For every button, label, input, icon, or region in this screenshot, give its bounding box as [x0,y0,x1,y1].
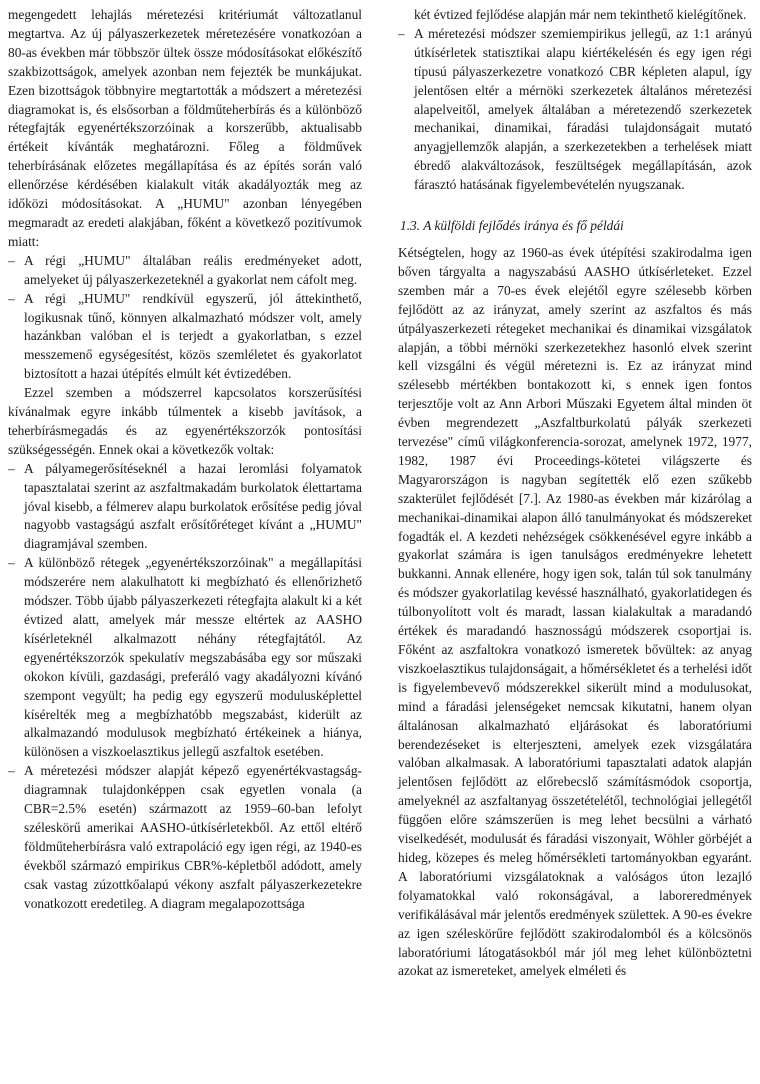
dash-marker: – [8,555,15,571]
list-item [8,252,362,290]
dash-marker: – [8,460,15,476]
list-item-text: A pályamegerősítéseknél a hazai leromlási folyamatok tapasztalatai szerint az aszfaltmakadám burkolatok élettartama jóval kisebb, a félmerev alapu burkolatok erősítése pedig jóval nagyobb vastagságú aszfalt erősítőréteget kívánt a „HUMU" diagramjával szemben. [24,460,362,552]
continued-list-text: két évtized fejlődése alapján már nem tekinthető kielégítőnek. [414,7,747,22]
paragraph: megengedett lehajlás méretezési kritériumát változatlanul megtartva. Az új pályaszerkezetek méretezésére vonatkozóan a 80-as években már többször ültek össze módosításokat előkészítő szakbizottságok, amelyek azonban nem fejezték be munkájukat. Ezen bizottságok többnyire megtartották a módszert a méretezési diagramokat is, és elsősorban a földműteherbírás és a különböző rétegfajták egyenértékszorzóinak a korszerűbb, aktualisabb értékeit kívánták meghatározni. Főleg a földművek teherbírásának előzetes megállapítása és az építés során való ellenőrzése kérdésében kialakult viták akadályozták meg az időközi módosításokat. A „HUMU" azonban lényegében megmaradt az eredeti alakjában, főként a következő pozitívumok miatt: [8,7,362,249]
list-item [398,25,752,195]
dash-marker: – [8,252,15,268]
left-column [8,6,362,914]
right-column [398,6,752,981]
dash-marker: – [8,290,15,306]
list-item [8,460,362,555]
dash-marker: – [398,25,405,41]
list-item [8,762,362,913]
list-item-text: A méretezési módszer szemiempirikus jellegű, az 1:1 arányú útkísérletek statisztikai alapu kiértékelésén és egy igen régi típusú pályaszerkezetre vonatkozó CBR képleten alapul, így jelentősen eltér a mérnöki szerkezetek általános méretezési alapelveitől, amelyek általában a méretezendő szerkezetek mechanikai, dinamikai, fáradási tulajdonságait mutató anyagjellemzők alapján, a szerkezetekben a terhelések miatt ébredő alakváltozások, feszültségek megállapításán, azok fárasztó hatásának figyelembevételén nyugszanak. [414,25,752,193]
section-heading: 1.3. A külföldi fejlődés iránya és fő példái [400,218,624,234]
list-item-text: A különböző rétegek „egyenértékszorzóinak" a megállapítási módszerére nem alakulhatott ki megbízható és ellenőrizhető módszer. Több újabb pályaszerkezeti rétegfajta alakult ki a két évtized alatt, amelyek már messze eltértek az AASHO kísérleteknél alkalmazott néhány rétegfajtától. Az egyenértékszorzók spekulatív megszabásába egy sor műszaki okokon kívüli, gazdasági, preferáló vagy akadályozni kívánó szempont vegyült; ha pedig egy egyszerű modulusképlettel kísérelték meg a megbízhatóbb megszabást, kiderült az alkalmazandó modulusok megbízható értékeinek a hiánya, különösen a viszkoelasztikus jellegű aszfaltok esetében. [24,555,362,760]
list-item-text: A méretezési módszer alapját képező egyenértékvastagság-diagramnak tulajdonképpen csak egyetlen vonala (a CBR=2.5% esetén) származott az 1959–60-ban lefolyt széleskörű amerikai AASHO-útkísérletekből. Az ettől eltérő földműteherbírásra való extrapoláció egy igen régi, az 1940-es évekből származó empirikus CBR%-képletből adódott, amely csak vastag zúzottkőalapú vékony aszfalt pályaszerkezetekre vonatkozott eredetileg. A diagram megalapozottsága [24,763,362,911]
paragraph: Kétségtelen, hogy az 1960-as évek útépítési szakirodalma igen bőven tárgyalta a nagyszabású AASHO útkísérleteket. Ezzel szemben már a 70-es évek elejétől egyre szélesebb körben fejlődött az az irányzat, amely szerint az aszfaltos és más útpályaszerkezeti rétegeket mechanikai és dinamikai vizsgálatok alapján, a többi mérnöki szerkezetekhez hasonló elvek szerint kell vizsgálni és végül méretezni is. Ez az irányzat mind szélesebb mértékben bontakozott ki, s ennek igen fontos terjesztője volt az Ann Arbori Műszaki Egyetem által minden öt évben megrendezett „Aszfaltburkolatú pályák szerkezeti tervezése" című világkonferencia-sorozat, amelynek 1972, 1977, 1982, 1987 évi Proceedings-kötetei világszerte és Magyarországon is nagyban segítették elő ezen szűkebb szakterület fejlődését [7.]. Az 1980-as években már kizárólag a mechanikai-dinamikai alapon álló tanulmányokat és módszereket fogadták el. A kezdeti nehézségek csökkenésével egyre inkább a gyakorlat számára is igen tanulságos eredményekre lehetett bukkanni. Annak ellenére, hogy igen sok, talán túl sok tanulmány és módszer gyakorlatilag kevéssé használható, gyakorlatidegen és túlbonyolított volt és maradt, lassan kialakultak a maradandó értékek és maradandó hasznosságú módszerek csoportjai is. Főként az aszfaltokra vonatkozó ismeretek bővültek: az anyag viszkoelasztikus tulajdonságait, a hőmérsékletet és a terhelési időt is figyelembevevő módszerekkel sikerült mind a modulusokat, mind a fáradási jelenségeket nemcsak kikutatni, hanem olyan általánosan alkalmazható eljárásokat és laboratóriumi berendezéseket is elterjeszteni, amelyek ezek vizsgálatára valóban alkalmasak. A laboratóriumi tapasztalati adatok alapján jelentősen fejlődött az előrebecslő számításmódok csoportja, amelyeknél az aszfaltanyag összetételétől, technológiai jellegétől függően előre számszerűen is meg lehet becsülni a várható viselkedését, modulusát és fáradási viszonyait, Wöhler görbéjét a hideg, közepes és meleg hőmérsékleti tartományokban egyaránt. A laboratóriumi vizsgálatoknak a valóságos úton lezajló folyamatokkal való rokonságával, a laboreredmények verifikálásával már jelentős eredmények születtek. A 90-es évekre az igen széleskörűre fejlődött szakirodalomból és a kölcsönös laboratóriumi látogatásokból már jól meg lehet különböztetni azokat az ismereteket, amelyek elméleti és [398,244,753,979]
dash-marker: – [8,763,15,779]
paragraph: Ezzel szemben a módszerrel kapcsolatos korszerűsítési kívánalmak egyre inkább túlmentek a kisebb javítások, a teherbírásmegadás és az egyenértékszorzók pontosítási szükségességén. Ennek okai a következők voltak: [8,385,362,457]
list-item [8,554,362,762]
list-item-text: A régi „HUMU" rendkívül egyszerű, jól áttekinthető, logikusnak tűnő, könnyen alkalmazható módszer volt, amely hazánkban valóban el is terjedt a gyakorlatban, s ezzel messzemenő egységesítést, közös szemléletet és gyakorlatot biztosított a hazai útépítés elmúlt két évtizedében. [24,290,362,382]
list-item [8,290,362,385]
list-item-text: A régi „HUMU" általában reális eredményeket adott, amelyeket új pályaszerkezeteknél a gyakorlat nem cáfolt meg. [24,252,362,287]
